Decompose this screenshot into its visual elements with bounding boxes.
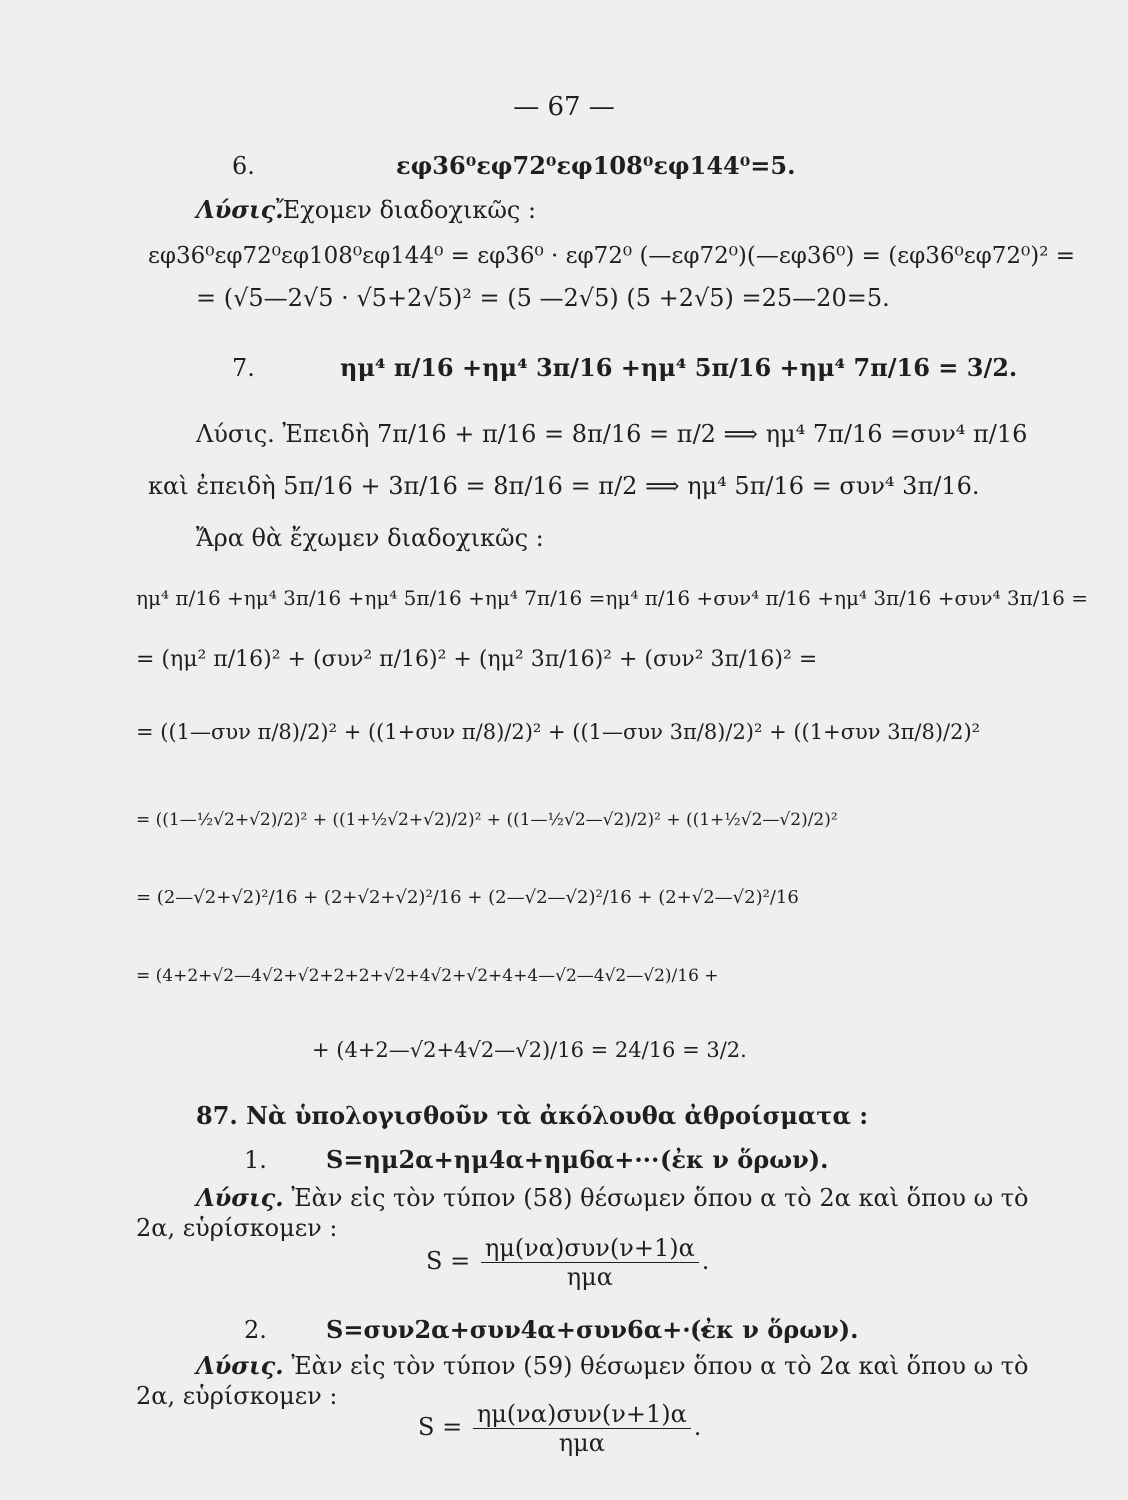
problem-7-equation-1: ημ⁴ π/16 +ημ⁴ 3π/16 +ημ⁴ 5π/16 +ημ⁴ 7π/16 =ημ⁴ π/16 +συν⁴ π/16 +ημ⁴ 3π/16 +συν⁴ 3π/16 = bbox=[136, 586, 1089, 610]
fraction-numerator: ημ(να)συν(ν+1)α bbox=[473, 1400, 691, 1429]
exercise-87-item-1-formula: S=ημ2α+ημ4α+ημ6α+··· bbox=[326, 1145, 660, 1174]
exercise-87-item-2-terms: (ἐκ ν ὅρων). bbox=[690, 1315, 859, 1344]
exercise-87-item-1-number: 1. bbox=[244, 1146, 267, 1174]
page-number: — 67 — bbox=[513, 92, 615, 122]
exercise-87-item-2-solution-cont: 2α, εὑρίσκομεν : bbox=[136, 1382, 338, 1410]
problem-7-line-1: Λύσις. Ἐπειδὴ 7π/16 + π/16 = 8π/16 = π/2 ⟹ ημ⁴ 7π/16 =συν⁴ π/16 bbox=[196, 420, 1028, 448]
problem-7-number: 7. bbox=[232, 354, 255, 382]
result-lhs: S = bbox=[426, 1247, 471, 1275]
result-fraction bbox=[473, 1400, 691, 1457]
fraction-denominator: ημα bbox=[566, 1263, 613, 1291]
problem-6-formula: εφ36⁰εφ72⁰εφ108⁰εφ144⁰=5. bbox=[396, 151, 796, 180]
problem-7-equation-5: = (2—√2+√2)²/16 + (2+√2+√2)²/16 + (2—√2—√2)²/16 + (2+√2—√2)²/16 bbox=[136, 887, 799, 908]
problem-6-number: 6. bbox=[232, 152, 255, 180]
problem-7-equation-7: + (4+2—√2+4√2—√2)/16 = 24/16 = 3/2. bbox=[312, 1038, 747, 1062]
result-fraction bbox=[481, 1234, 699, 1291]
exercise-87-item-2-number: 2. bbox=[244, 1316, 267, 1344]
result-lhs: S = bbox=[418, 1413, 463, 1441]
solution-label: Λύσις. bbox=[196, 1351, 284, 1380]
exercise-87-item-1-solution-cont: 2α, εὑρίσκομεν : bbox=[136, 1214, 338, 1242]
problem-7-formula: ημ⁴ π/16 +ημ⁴ 3π/16 +ημ⁴ 5π/16 +ημ⁴ 7π/16 = 3/2. bbox=[340, 353, 1018, 382]
problem-7-equation-2: = (ημ² π/16)² + (συν² π/16)² + (ημ² 3π/16)² + (συν² 3π/16)² = bbox=[136, 647, 818, 672]
problem-7-intro: Ἄρα θὰ ἔχωμεν διαδοχικῶς : bbox=[196, 524, 544, 552]
exercise-87-item-2-result: S = ημ(να)συν(ν+1)α ημα . bbox=[418, 1400, 702, 1457]
problem-6-equation-2: = (√5—2√5 · √5+2√5)² = (5 —2√5) (5 +2√5) =25—20=5. bbox=[196, 284, 890, 312]
solution-text: Ἐὰν εἰς τὸν τύπον (59) θέσωμεν ὅπου α τὸ 2α καὶ ὅπου ω τὸ bbox=[291, 1352, 1029, 1380]
problem-7-equation-6: = (4+2+√2—4√2+√2+2+2+√2+4√2+√2+4+4—√2—4√2—√2)/16 + bbox=[136, 966, 719, 986]
problem-6-intro: Ἔχομεν διαδοχικῶς : bbox=[276, 196, 537, 224]
problem-7-equation-4: = ((1—½√2+√2)/2)² + ((1+½√2+√2)/2)² + ((1—½√2—√2)/2)² + ((1+½√2—√2)/2)² bbox=[136, 810, 838, 830]
problem-7-line-2: καὶ ἐπειδὴ 5π/16 + 3π/16 = 8π/16 = π/2 ⟹ ημ⁴ 5π/16 = συν⁴ 3π/16. bbox=[148, 472, 980, 500]
problem-7-equation-3: = ((1—συν π/8)/2)² + ((1+συν π/8)/2)² + ((1—συν 3π/8)/2)² + ((1+συν 3π/8)/2)² bbox=[136, 720, 981, 744]
fraction-numerator: ημ(να)συν(ν+1)α bbox=[481, 1234, 699, 1263]
exercise-87-item-1-solution bbox=[196, 1184, 1029, 1212]
exercise-87-item-1-result: S = ημ(να)συν(ν+1)α ημα . bbox=[426, 1234, 710, 1291]
fraction-denominator: ημα bbox=[558, 1429, 605, 1457]
solution-text: Ἐὰν εἰς τὸν τύπον (58) θέσωμεν ὅπου α τὸ 2α καὶ ὅπου ω τὸ bbox=[291, 1184, 1029, 1212]
exercise-87-item-1-terms: (ἐκ ν ὅρων). bbox=[660, 1145, 829, 1174]
solution-label: Λύσις. bbox=[196, 195, 284, 224]
exercise-87-item-2-solution bbox=[196, 1352, 1029, 1380]
problem-6-equation-1: εφ36⁰εφ72⁰εφ108⁰εφ144⁰ = εφ36⁰ · εφ72⁰ (—εφ72⁰)(—εφ36⁰) = (εφ36⁰εφ72⁰)² = bbox=[148, 243, 1076, 269]
exercise-87-item-2-formula: S=συν2α+συν4α+συν6α+··· bbox=[326, 1315, 708, 1344]
exercise-87-title: 87. Νὰ ὑπολογισθοῦν τὰ ἀκόλουθα ἀθροίσματα : bbox=[196, 1101, 869, 1130]
solution-label: Λύσις. bbox=[196, 1183, 284, 1212]
